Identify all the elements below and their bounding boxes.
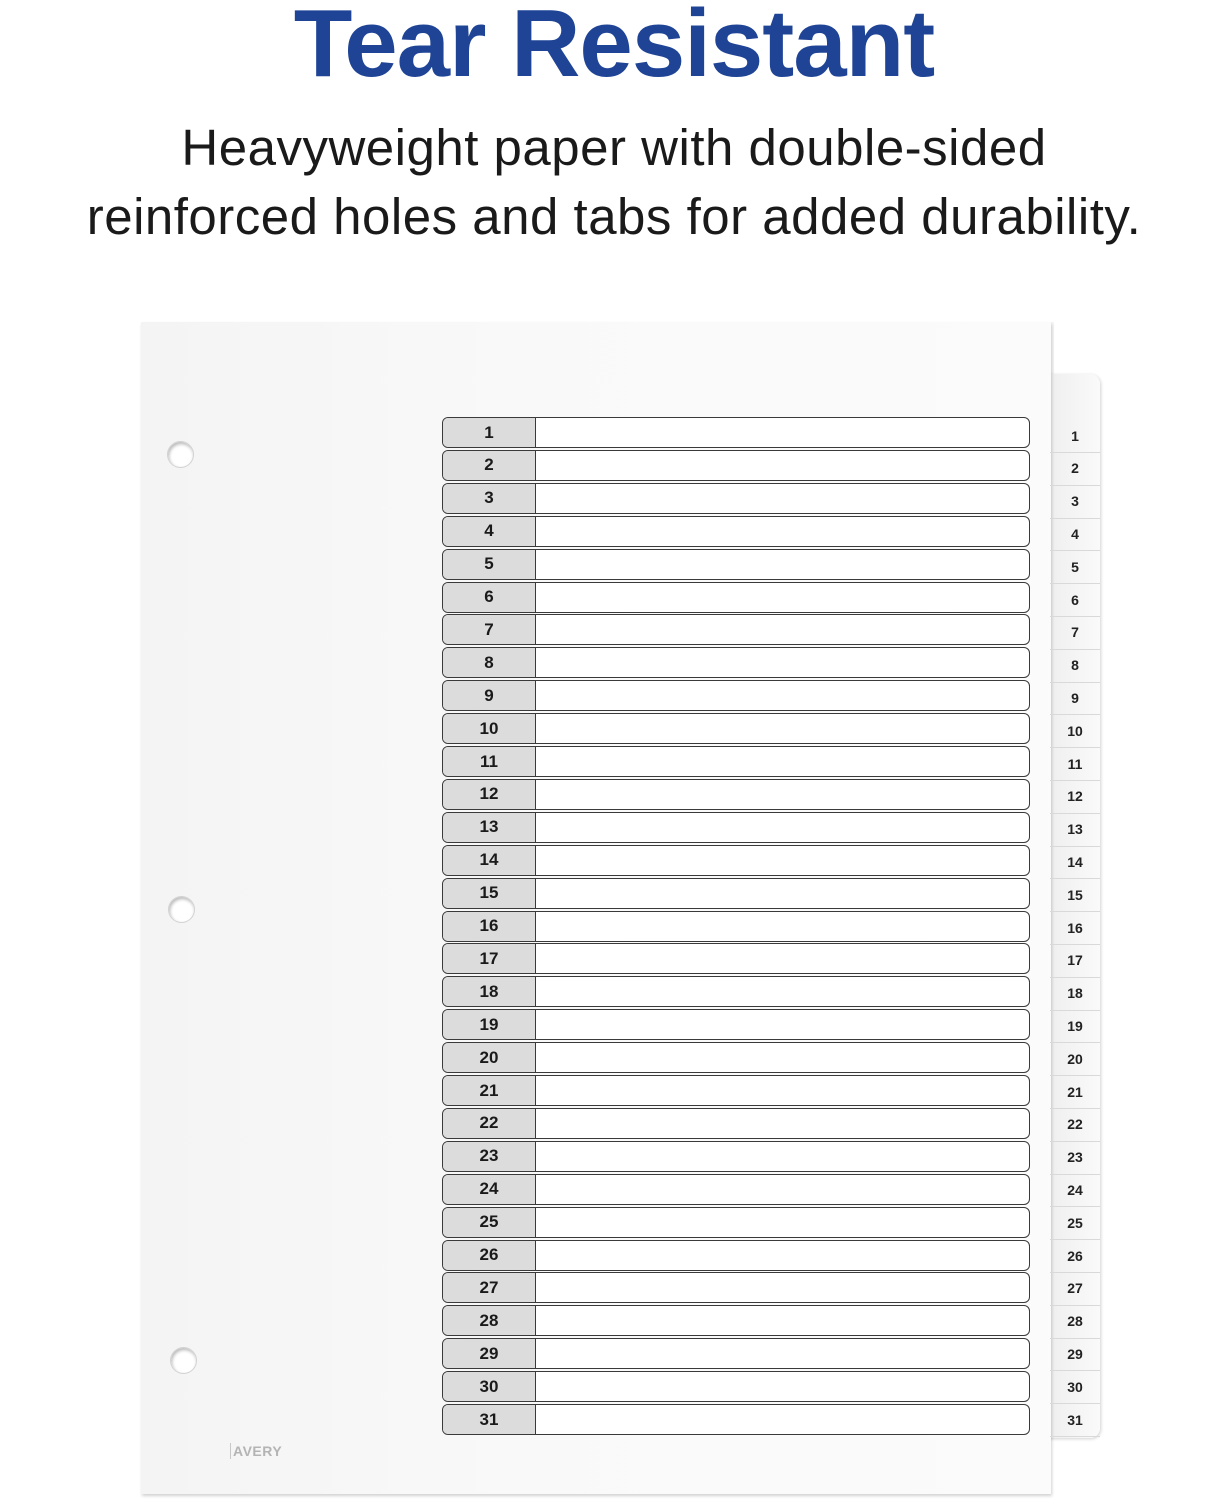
toc-number: 8 (443, 648, 536, 677)
tab-18: 18 (1050, 977, 1100, 1011)
toc-row (442, 746, 1030, 777)
toc-write-in-line (537, 1109, 1029, 1138)
toc-number: 5 (443, 550, 536, 579)
toc-number: 22 (443, 1109, 536, 1138)
tab-16: 16 (1050, 911, 1100, 945)
toc-write-in-line (537, 1339, 1029, 1368)
toc-row (442, 417, 1030, 448)
toc-row (442, 878, 1030, 909)
toc-row (442, 1009, 1030, 1040)
toc-number: 12 (443, 780, 536, 809)
toc-row (442, 943, 1030, 974)
toc-number: 1 (443, 418, 536, 447)
toc-row (442, 516, 1030, 547)
toc-write-in-line (537, 1273, 1029, 1302)
tab-23: 23 (1050, 1141, 1100, 1175)
toc-write-in-line (537, 484, 1029, 513)
toc-write-in-line (537, 747, 1029, 776)
tab-2: 2 (1050, 452, 1100, 486)
toc-write-in-line (537, 714, 1029, 743)
toc-row (442, 779, 1030, 810)
toc-number: 19 (443, 1010, 536, 1039)
toc-row (442, 1207, 1030, 1238)
punch-hole (168, 896, 195, 923)
tab-15: 15 (1050, 878, 1100, 912)
toc-write-in-line (537, 1208, 1029, 1237)
toc-row (442, 582, 1030, 613)
toc-write-in-line (537, 813, 1029, 842)
tab-27: 27 (1050, 1272, 1100, 1306)
toc-write-in-line (537, 451, 1029, 480)
toc-write-in-line (537, 1372, 1029, 1401)
tab-8: 8 (1050, 649, 1100, 683)
tab-3: 3 (1050, 485, 1100, 519)
toc-row (442, 1305, 1030, 1336)
tab-28: 28 (1050, 1305, 1100, 1339)
tab-13: 13 (1050, 813, 1100, 847)
toc-write-in-line (537, 1241, 1029, 1270)
toc-write-in-line (537, 1076, 1029, 1105)
toc-write-in-line (537, 550, 1029, 579)
toc-row (442, 812, 1030, 843)
toc-write-in-line (537, 1405, 1029, 1434)
toc-write-in-line (537, 1043, 1029, 1072)
toc-number: 9 (443, 681, 536, 710)
toc-number: 2 (443, 451, 536, 480)
toc-write-in-line (537, 681, 1029, 710)
toc-number: 28 (443, 1306, 536, 1335)
tab-1: 1 (1050, 419, 1100, 453)
toc-number: 24 (443, 1175, 536, 1204)
toc-write-in-line (537, 912, 1029, 941)
tab-20: 20 (1050, 1042, 1100, 1076)
tab-26: 26 (1050, 1239, 1100, 1273)
toc-write-in-line (537, 583, 1029, 612)
toc-row (442, 1108, 1030, 1139)
tab-7: 7 (1050, 616, 1100, 650)
toc-write-in-line (537, 1142, 1029, 1171)
toc-number: 30 (443, 1372, 536, 1401)
toc-number: 29 (443, 1339, 536, 1368)
toc-number: 18 (443, 977, 536, 1006)
tab-9: 9 (1050, 681, 1100, 715)
tab-29: 29 (1050, 1337, 1100, 1371)
toc-number: 15 (443, 879, 536, 908)
toc-row (442, 647, 1030, 678)
toc-write-in-line (537, 648, 1029, 677)
tab-5: 5 (1050, 550, 1100, 584)
toc-row (442, 713, 1030, 744)
subheadline-line-1: Heavyweight paper with double-sided (181, 119, 1047, 176)
toc-row (442, 1371, 1030, 1402)
toc-number: 23 (443, 1142, 536, 1171)
tab-12: 12 (1050, 780, 1100, 814)
toc-row (442, 911, 1030, 942)
toc-number: 31 (443, 1405, 536, 1434)
punch-hole (170, 1347, 197, 1374)
tab-11: 11 (1050, 747, 1100, 781)
subheadline-line-2: reinforced holes and tabs for added durability. (86, 188, 1142, 245)
toc-row (442, 680, 1030, 711)
toc-row (442, 483, 1030, 514)
toc-write-in-line (537, 1306, 1029, 1335)
toc-number: 20 (443, 1043, 536, 1072)
toc-number: 3 (443, 484, 536, 513)
toc-number: 17 (443, 944, 536, 973)
toc-number: 6 (443, 583, 536, 612)
toc-row (442, 1404, 1030, 1435)
punch-hole (167, 441, 194, 468)
toc-number: 16 (443, 912, 536, 941)
tab-17: 17 (1050, 944, 1100, 978)
tab-31: 31 (1050, 1403, 1100, 1437)
tab-19: 19 (1050, 1009, 1100, 1043)
toc-row (442, 845, 1030, 876)
toc-number: 11 (443, 747, 536, 776)
toc-number: 14 (443, 846, 536, 875)
toc-number: 4 (443, 517, 536, 546)
headline: Tear Resistant (293, 0, 935, 97)
toc-write-in-line (537, 418, 1029, 447)
tab-4: 4 (1050, 517, 1100, 551)
toc-row (442, 614, 1030, 645)
tab-25: 25 (1050, 1206, 1100, 1240)
tab-21: 21 (1050, 1075, 1100, 1109)
toc-write-in-line (537, 517, 1029, 546)
toc-number: 21 (443, 1076, 536, 1105)
toc-number: 27 (443, 1273, 536, 1302)
toc-number: 10 (443, 714, 536, 743)
toc-write-in-line (537, 977, 1029, 1006)
toc-row (442, 1141, 1030, 1172)
toc-row (442, 549, 1030, 580)
toc-write-in-line (537, 846, 1029, 875)
toc-row (442, 450, 1030, 481)
tab-22: 22 (1050, 1108, 1100, 1142)
toc-write-in-line (537, 615, 1029, 644)
tab-30: 30 (1050, 1370, 1100, 1404)
tab-24: 24 (1050, 1173, 1100, 1207)
toc-write-in-line (537, 780, 1029, 809)
tab-6: 6 (1050, 583, 1100, 617)
toc-row (442, 1042, 1030, 1073)
toc-row (442, 1272, 1030, 1303)
toc-write-in-line (537, 944, 1029, 973)
table-of-contents (442, 417, 1030, 1439)
toc-number: 13 (443, 813, 536, 842)
toc-write-in-line (537, 1175, 1029, 1204)
toc-number: 7 (443, 615, 536, 644)
toc-row (442, 976, 1030, 1007)
toc-number: 26 (443, 1241, 536, 1270)
toc-row (442, 1240, 1030, 1271)
brand-logo: AVERY (230, 1443, 282, 1459)
toc-row (442, 1338, 1030, 1369)
toc-row (442, 1174, 1030, 1205)
tab-14: 14 (1050, 845, 1100, 879)
toc-write-in-line (537, 879, 1029, 908)
tab-10: 10 (1050, 714, 1100, 748)
toc-row (442, 1075, 1030, 1106)
toc-number: 25 (443, 1208, 536, 1237)
toc-write-in-line (537, 1010, 1029, 1039)
